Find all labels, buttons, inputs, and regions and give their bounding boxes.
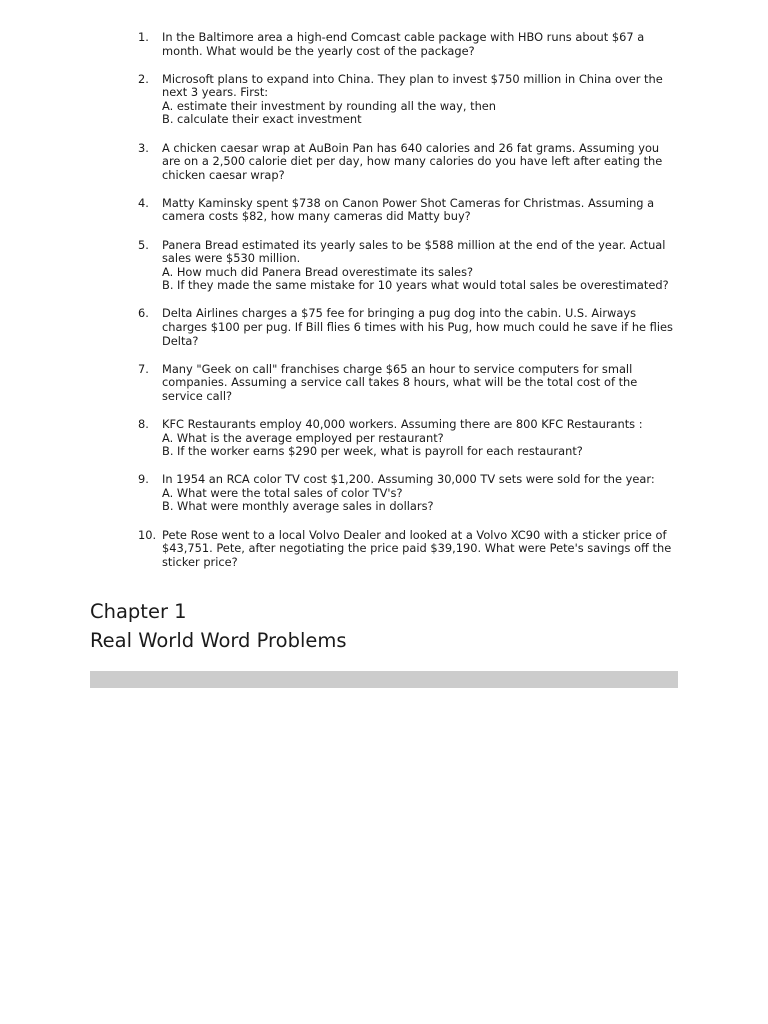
problem-subpart-b: B. calculate their exact investment [162,112,362,127]
problem-item-3 [138,142,678,183]
problem-number: 4. [138,195,149,210]
problem-number: 3. [138,140,149,155]
chapter-heading [90,597,347,655]
problem-line: Many "Geek on call" franchises charge $65 an hour to service computers for small companies. Assuming a service call takes 8 hours, what will be the total cost of the service call? [162,361,638,403]
problem-text [162,31,678,58]
problem-item-10 [138,529,678,570]
problem-item-6 [138,307,678,348]
problem-subpart-b: B. If they made the same mistake for 10 years what would total sales be overestimated? [162,278,669,293]
problem-subpart-a: A. What were the total sales of color TV's? [162,485,403,500]
problem-text [162,197,678,224]
problem-text [162,239,678,293]
problem-list [138,31,678,584]
problem-number: 6. [138,306,149,321]
problem-subpart-a: A. What is the average employed per restaurant? [162,430,444,445]
problem-item-9 [138,473,678,514]
problem-item-2 [138,73,678,127]
problem-line: Panera Bread estimated its yearly sales to be $588 million at the end of the year. Actual sales were $530 million. [162,237,666,266]
problem-text [162,418,678,459]
problem-item-4 [138,197,678,224]
problem-item-7 [138,363,678,404]
problem-text [162,73,678,127]
problem-number: 8. [138,416,149,431]
problem-line: KFC Restaurants employ 40,000 workers. Assuming there are 800 KFC Restaurants : [162,416,643,431]
problem-text [162,363,678,404]
problem-line: A chicken caesar wrap at AuBoin Pan has 640 calories and 26 fat grams. Assuming you are on a 2,500 calorie diet per day, how many calories do you have left after eating the chicken caesar wrap? [162,140,663,182]
problem-subpart-a: A. How much did Panera Bread overestimate its sales? [162,264,474,279]
problem-number: 5. [138,237,149,252]
problem-line: Matty Kaminsky spent $738 on Canon Power Shot Cameras for Christmas. Assuming a camera costs $82, how many cameras did Matty buy? [162,195,655,224]
problem-text [162,142,678,183]
problem-item-8 [138,418,678,459]
problem-text [162,473,678,514]
problem-number: 2. [138,71,149,86]
problem-item-5 [138,239,678,293]
problem-item-1 [138,31,678,58]
chapter-title: Real World Word Problems [90,629,347,652]
problem-line: In the Baltimore area a high-end Comcast cable package with HBO runs about $67 a month. What would be the yearly cost of the package? [162,30,645,58]
problem-number: 9. [138,472,149,487]
problem-line: Pete Rose went to a local Volvo Dealer and looked at a Volvo XC90 with a sticker price of $43,751. Pete, after negotiating the price paid $39,190. What were Pete's savings off the sticker price? [162,527,672,569]
divider-bar [90,671,678,688]
problem-line: Microsoft plans to expand into China. They plan to invest $750 million in China over the next 3 years. First: [162,71,663,100]
problem-text [162,529,678,570]
problem-subpart-b: B. If the worker earns $290 per week, what is payroll for each restaurant? [162,444,583,459]
problem-text [162,307,678,348]
problem-line: Delta Airlines charges a $75 fee for bringing a pug dog into the cabin. U.S. Airways charges $100 per pug. If Bill flies 6 times with his Pug, how much could he save if he flies Delta? [162,306,673,348]
problem-line: In 1954 an RCA color TV cost $1,200. Assuming 30,000 TV sets were sold for the year: [162,472,655,487]
problem-number: 7. [138,361,149,376]
problem-subpart-a: A. estimate their investment by rounding all the way, then [162,98,497,113]
chapter-number: Chapter 1 [90,600,187,623]
problem-number: 1. [138,30,149,44]
problem-number: 10. [138,527,157,542]
problem-subpart-b: B. What were monthly average sales in dollars? [162,499,434,514]
